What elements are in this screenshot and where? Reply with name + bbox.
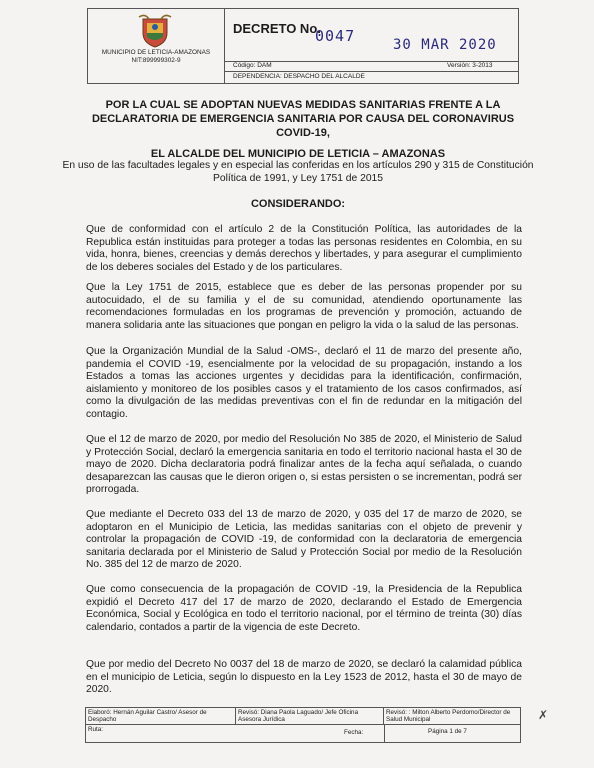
document-code: Código: DAM (233, 62, 272, 69)
decree-label: DECRETO No. (233, 21, 321, 36)
dependency: DEPENDENCIA: DESPACHO DEL ALCALDE (233, 72, 365, 80)
nit-number: NIT:899999302-9 (131, 57, 181, 64)
decree-block (225, 9, 518, 83)
municipality-block (88, 9, 225, 83)
document-version: Versión: 3-2013 (447, 62, 493, 69)
considerando-paragraph: Que la Ley 1751 de 2015, establece que es deber de las personas propender por su autocuidado, el de su familia y el de su comunidad, atendiendo oportunamente las recomendaciones formuladas en los programas de prevención y promoción, actuando de manera solidaria ante las situaciones que pongan en peligro la vida o la salud de las personas. (86, 282, 522, 331)
approval-footer (85, 707, 521, 743)
considerando-heading: CONSIDERANDO: (250, 198, 346, 210)
page-number: Página 1 de 7 (428, 728, 467, 735)
considerando-paragraph: Que por medio del Decreto No 0037 del 18 de marzo de 2020, se declaró la calamidad pública en el municipio de Leticia, según lo dispuesto en la Ley 1523 de 2012, hasta el 30 de mayo de 2020. (86, 659, 522, 696)
elaborated-by: Elaboró: Hernán Aguilar Castro/ Asesor de Despacho (86, 708, 236, 724)
decree-title: POR LA CUAL SE ADOPTAN NUEVAS MEDIDAS SANITARIAS FRENTE A LA DECLARATORIA DE EMERGENCIA SANITARIA POR CAUSA DEL CORONAVIRUS COVID-19, (91, 99, 515, 139)
decree-date-stamp: 30 MAR 2020 (393, 37, 497, 53)
mayor-heading: EL ALCALDE DEL MUNICIPIO DE LETICIA – AMAZONAS (150, 148, 446, 160)
reviewed-by-health: Revisó: : Milton Alberto Perdomo/Director de Salud Municipal (386, 709, 511, 724)
decree-number-stamp: 0047 (315, 27, 356, 45)
coat-of-arms-icon (135, 13, 175, 49)
handwritten-mark: ✗ (538, 708, 549, 722)
route-field: Ruta: (88, 726, 104, 733)
considerando-paragraph: Que de conformidad con el artículo 2 de la Constitución Política, las autoridades de la Republica están instituidas para proteger a todas las personas residentes en Colombia, en su vida, honra, bienes, creencias y demás derechos y libertades, y para asegurar el cumplimiento de los deberes sociales del Estado y de los particulares. (86, 224, 522, 273)
legal-powers-statement: En uso de las facultades legales y en especial las conferidas en los artículos 290 y 315 de Constitución Política de 1991, y Ley 1751 de 2015 (62, 160, 534, 184)
municipality-name: MUNICIPIO DE LETICIA-AMAZONAS (101, 49, 211, 56)
document-header (87, 8, 519, 84)
considerando-paragraph: Que como consecuencia de la propagación de COVID -19, la Presidencia de la Republica expidió el Decreto 417 del 17 de marzo de 2020, declarando el Estado de Emergencia Económica, Social y Ecológica en todo el territorio nacional, por el término de treinta (30) días calendario, contados a partir de la vigencia de este Decreto. (86, 584, 522, 633)
reviewed-by-legal: Revisó: Diana Paola Laguado/ Jefe Oficina Asesora Jurídica (236, 708, 384, 724)
considerando-paragraph: Que la Organización Mundial de la Salud -OMS-, declaró el 11 de marzo del presente año, pandemia el COVID -19, esencialmente por la velocidad de su propagación, instando a los Estados a tomas las acciones urgentes y decididas para la identificación, confirmación, aislamiento y monitoreo de los posibles casos y el tratamiento de los casos confirmados, así como la divulgación de las medidas preventivas con el fin de redundar en la mitigación del contagio. (86, 346, 522, 420)
considerando-paragraph: Que el 12 de marzo de 2020, por medio del Resolución No 385 de 2020, el Ministerio de Salud y Protección Social, declaró la emergencia sanitaria en todo el territorio nacional hasta el 30 de mayo de 2020. Dicha declaratoria podrá finalizar antes de la fecha aquí señalada, o cuando desaparezcan las causas que le dieron origen o, si estas persisten o se incrementan, podrá ser prorrogada. (86, 434, 522, 496)
date-field: Fecha: (344, 729, 364, 736)
considerando-paragraph: Que mediante el Decreto 033 del 13 de marzo de 2020, y 035 del 17 de marzo de 2020, se adoptaron en el Municipio de Leticia, las medidas sanitarias con el objeto de prevenir y controlar la propagación de COVID -19, de conformidad con la declaratoria de emergencia sanitaria declarada por el Ministerio de Salud y Protección Social por medio de la Resolución No. 385 del 12 de marzo de 2020. (86, 509, 522, 571)
divider (384, 724, 385, 742)
